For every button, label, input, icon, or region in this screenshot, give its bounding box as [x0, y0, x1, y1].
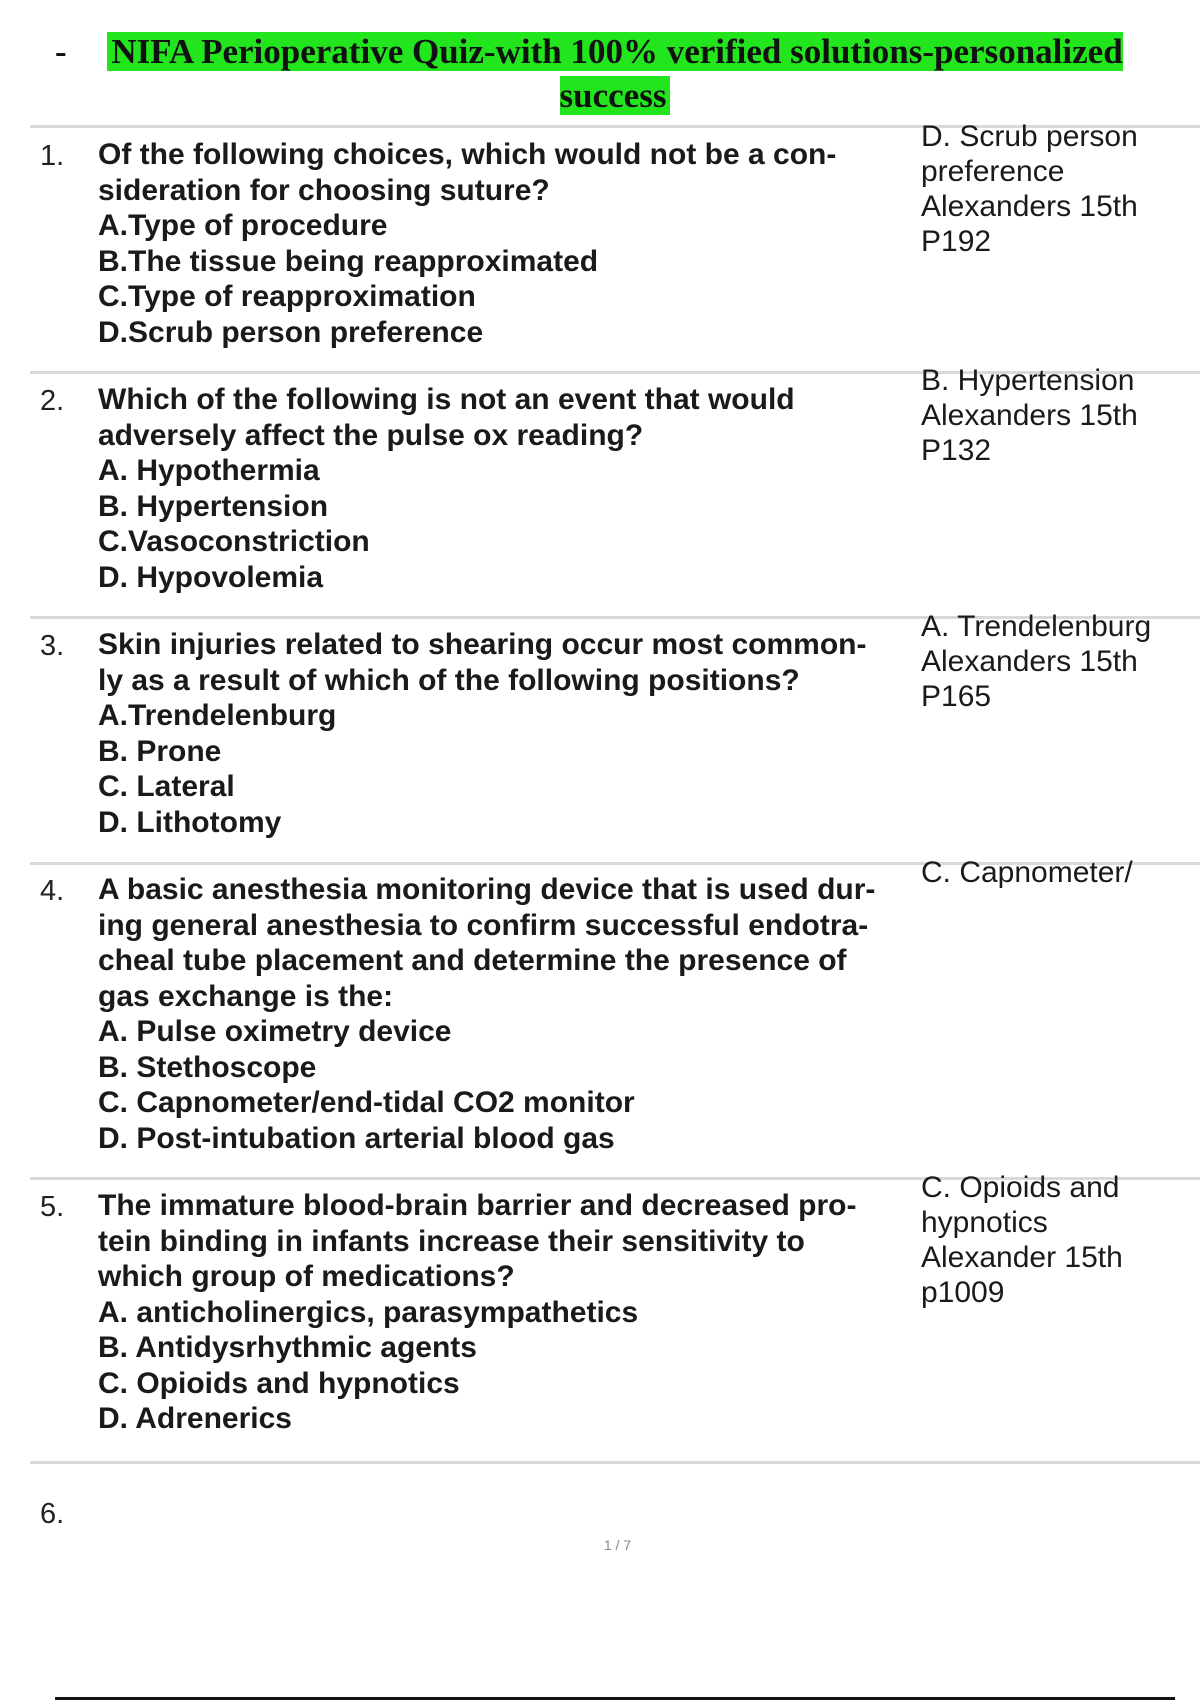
question-text-line: sideration for choosing suture?	[98, 173, 550, 207]
question-text-line: Skin injuries related to shearing occur most common-	[98, 628, 867, 661]
answer-key-5	[921, 1170, 1200, 1310]
answer-option: C. Lateral	[98, 770, 235, 803]
question-text-line: tein binding in infants increase their sensitivity to	[98, 1224, 805, 1258]
question-text-line: Which of the following is not an event that would	[98, 383, 795, 416]
answer-option: B. Antidysrhythmic agents	[98, 1331, 477, 1364]
answer-option: A.Trendelenburg	[98, 699, 337, 732]
answer-key-line: P132	[921, 434, 992, 467]
title-dash: -	[55, 32, 67, 71]
answer-option: B. Stethoscope	[98, 1050, 317, 1084]
document-title	[55, 30, 1175, 118]
question-text-line: Of the following choices, which would not be a con-	[98, 138, 837, 171]
answer-key-2	[921, 363, 1200, 468]
answer-key-line: Alexander 15th	[921, 1241, 1123, 1274]
question-number: 6.	[40, 1498, 65, 1530]
answer-key-line: Alexanders 15th	[921, 399, 1138, 432]
question-1	[98, 137, 918, 350]
answer-option: D. Hypovolemia	[98, 560, 324, 594]
section-divider	[30, 1461, 1200, 1464]
question-text-line: cheal tube placement and determine the presence of	[98, 944, 847, 977]
answer-key-line: preference	[921, 155, 1065, 188]
answer-option: A. anticholinergics, parasympathetics	[98, 1295, 639, 1329]
answer-key-3	[921, 609, 1200, 714]
answer-key-line: P192	[921, 225, 992, 258]
title-text: NIFA Perioperative Quiz-with 100% verified solutions-personalized success	[107, 32, 1122, 115]
answer-key-line: C. Opioids and	[921, 1171, 1120, 1204]
answer-key-line: p1009	[921, 1276, 1005, 1309]
answer-option: D.Scrub person preference	[98, 315, 484, 349]
answer-option: B. Hypertension	[98, 489, 329, 523]
answer-key-line: Alexanders 15th	[921, 190, 1138, 223]
question-number: 1.	[40, 140, 65, 172]
answer-key-line: D. Scrub person	[921, 120, 1138, 153]
answer-key-4	[921, 855, 1200, 890]
question-4	[98, 872, 918, 1156]
question-number: 5.	[40, 1191, 65, 1223]
question-text-line: ly as a result of which of the following positions?	[98, 663, 800, 697]
answer-key-line: B. Hypertension	[921, 364, 1135, 397]
answer-key-1	[921, 119, 1200, 259]
answer-key-line: P165	[921, 680, 992, 713]
question-5	[98, 1188, 918, 1437]
question-2	[98, 382, 918, 595]
answer-option: D. Lithotomy	[98, 805, 282, 839]
answer-key-line: A. Trendelenburg	[921, 610, 1152, 643]
answer-option: B.The tissue being reapproximated	[98, 244, 599, 278]
question-3	[98, 627, 918, 840]
answer-option: D. Post-intubation arterial blood gas	[98, 1121, 615, 1155]
answer-option: A. Pulse oximetry device	[98, 1015, 452, 1048]
question-text-line: which group of medications?	[98, 1260, 515, 1293]
answer-option: B. Prone	[98, 734, 222, 768]
question-number: 2.	[40, 385, 65, 417]
answer-key-line: hypnotics	[921, 1206, 1048, 1239]
answer-option: A.Type of procedure	[98, 209, 388, 242]
answer-option: C.Type of reapproximation	[98, 280, 476, 313]
question-text-line: gas exchange is the:	[98, 979, 394, 1013]
answer-key-line: C. Capnometer/	[921, 856, 1133, 889]
answer-option: C. Opioids and hypnotics	[98, 1366, 460, 1400]
answer-option: C.Vasoconstriction	[98, 525, 370, 558]
question-text-line: The immature blood-brain barrier and decreased pro-	[98, 1189, 857, 1222]
question-text-line: ing general anesthesia to confirm successful endotra-	[98, 908, 869, 942]
answer-option: C. Capnometer/end-tidal CO2 monitor	[98, 1086, 635, 1119]
question-number: 4.	[40, 875, 65, 907]
question-text-line: A basic anesthesia monitoring device that is used dur-	[98, 873, 876, 906]
question-number: 3.	[40, 630, 65, 662]
answer-key-line: Alexanders 15th	[921, 645, 1138, 678]
question-text-line: adversely affect the pulse ox reading?	[98, 418, 644, 452]
page-indicator: 1 / 7	[603, 1537, 632, 1553]
answer-option: A. Hypothermia	[98, 454, 320, 487]
answer-option: D. Adrenerics	[98, 1402, 292, 1435]
